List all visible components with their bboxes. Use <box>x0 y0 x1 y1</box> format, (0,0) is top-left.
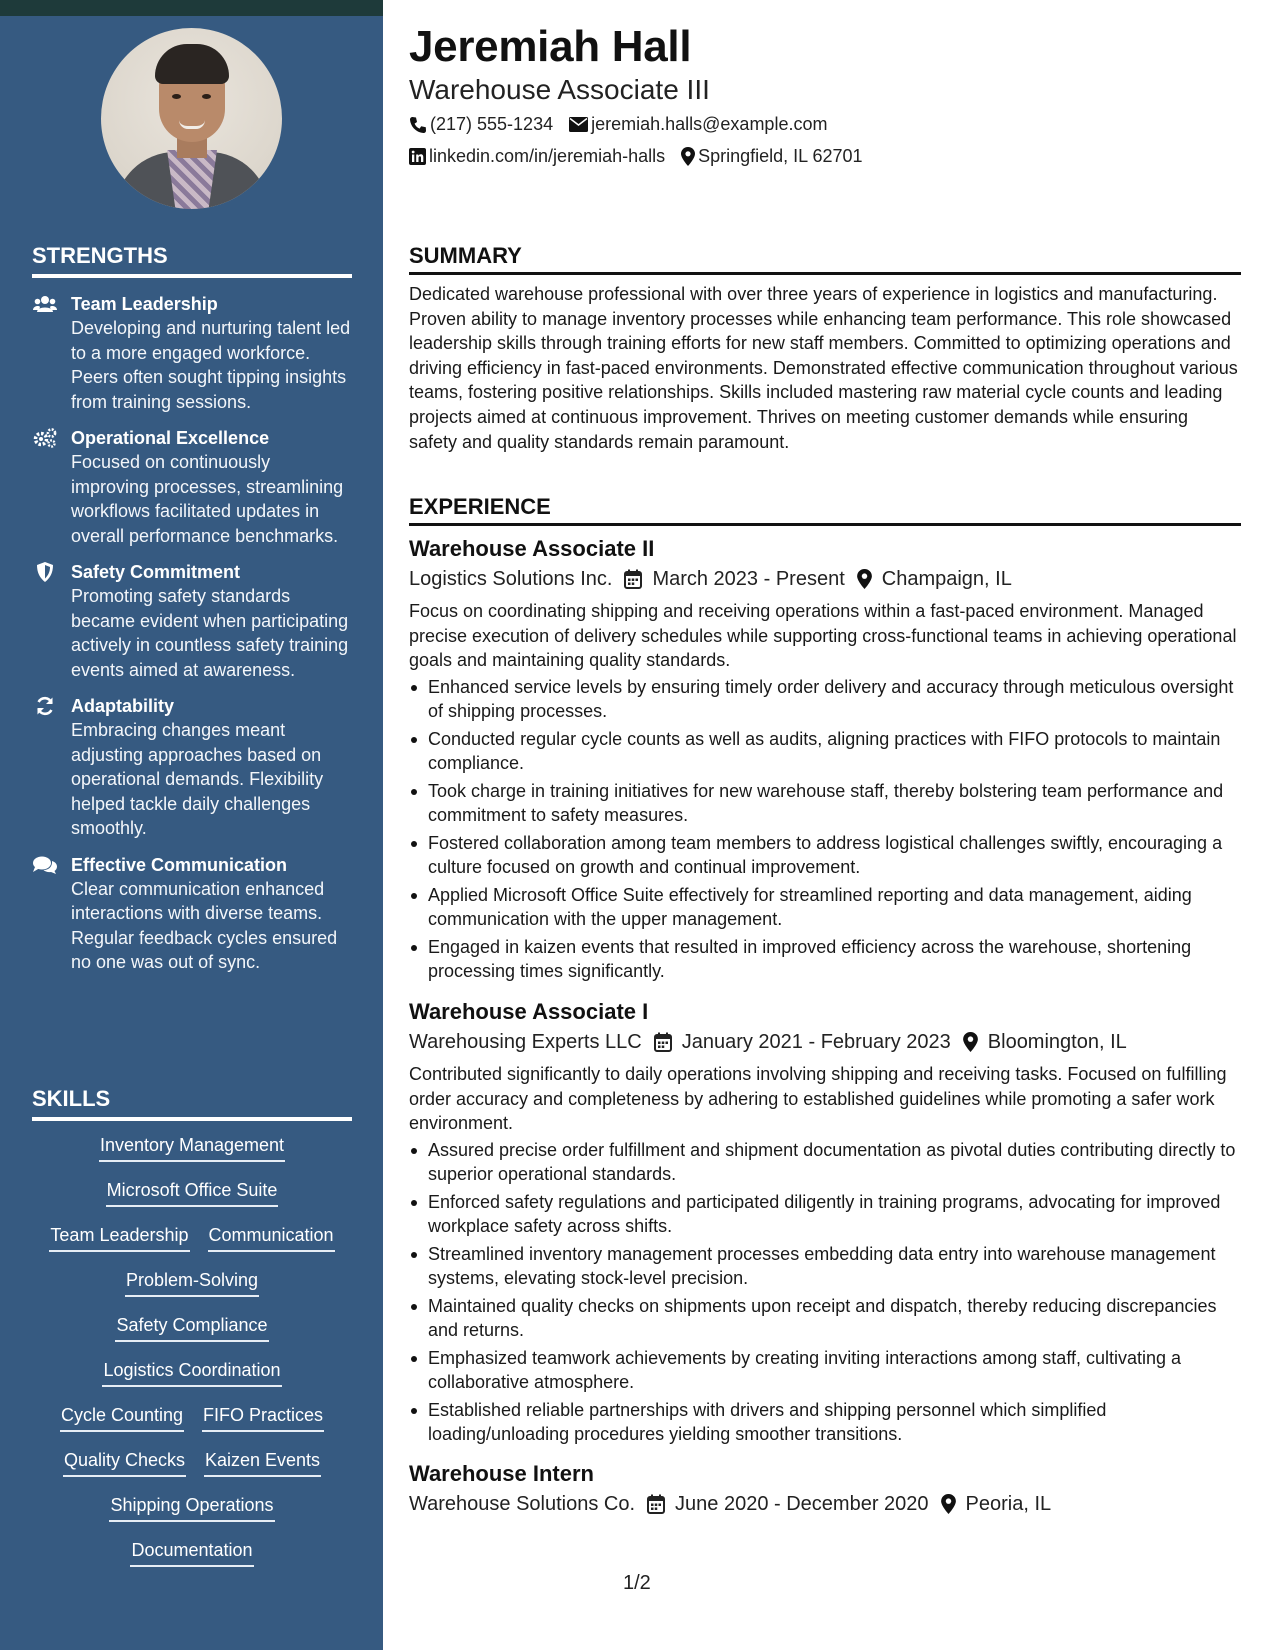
strengths-heading: STRENGTHS <box>32 243 352 278</box>
job-description: Contributed significantly to daily operations involving shipping and receiving tasks. Focused on fulfilling order accuracy and completeness by adhering to established guidelines while promoting a safer work environment. <box>409 1064 1227 1133</box>
contact-line-2 <box>409 146 863 167</box>
skill-tag: Kaizen Events <box>204 1448 321 1477</box>
job-bullet: Maintained quality checks on shipments upon receipt and dispatch, thereby reducing discrepancies and returns. <box>409 1294 1241 1343</box>
job-entry <box>409 998 1241 1450</box>
skill-row <box>32 1358 352 1403</box>
photo-shirt <box>167 150 217 209</box>
job-meta <box>409 1491 1241 1517</box>
summary-heading: SUMMARY <box>409 243 1241 275</box>
gears-icon <box>32 427 58 449</box>
location-contact <box>681 146 862 167</box>
job-meta <box>409 566 1241 592</box>
linkedin-icon <box>409 148 426 165</box>
strength-item <box>32 426 352 548</box>
profile-photo <box>101 28 282 209</box>
phone-contact[interactable] <box>409 114 553 135</box>
skill-tag: Microsoft Office Suite <box>106 1178 279 1207</box>
skill-row <box>32 1403 352 1448</box>
calendar-icon <box>654 1032 672 1052</box>
page-number: 1/2 <box>623 1572 651 1594</box>
skill-tag: Safety Compliance <box>115 1313 268 1342</box>
job-company: Logistics Solutions Inc. <box>409 568 613 590</box>
map-marker-icon <box>941 1494 956 1514</box>
job-bullets <box>409 675 1241 984</box>
job-bullet: Took charge in training initiatives for new warehouse staff, thereby bolstering team performance and commitment to safety measures. <box>409 779 1241 828</box>
skill-tag: Shipping Operations <box>109 1493 274 1522</box>
skill-tag: Quality Checks <box>63 1448 186 1477</box>
skill-tag: Communication <box>208 1223 335 1252</box>
skill-row <box>32 1313 352 1358</box>
skills-list <box>32 1133 352 1583</box>
summary-text: Dedicated warehouse professional with over three years of experience in logistics and manufacturing. Proven ability to manage inventory processes while enhancing team performance. This role showcased leadership skills through training efforts for new staff members. Committed to optimizing operations and driving efficiency in fast-paced environments. Demonstrated effective communication throughout various teams, fostering positive relationships. Skills included mastering raw material cycle counts and leading projects aimed at continuous improvement. Thrives on meeting customer demands while ensuring safety and quality standards remain paramount. <box>409 284 1238 452</box>
skill-row <box>32 1493 352 1538</box>
job-bullet: Emphasized teamwork achievements by creating inviting interactions among staff, cultivating a collaborative atmosphere. <box>409 1346 1241 1395</box>
skill-tag: Inventory Management <box>99 1133 285 1162</box>
job-bullet: Applied Microsoft Office Suite effectively for streamlined reporting and data management, aiding communication with the upper management. <box>409 883 1241 932</box>
strengths-section <box>32 243 352 975</box>
skill-row <box>32 1133 352 1178</box>
job-entry <box>409 1460 1241 1517</box>
experience-heading: EXPERIENCE <box>409 494 1241 526</box>
job-bullet: Conducted regular cycle counts as well as audits, aligning practices with FIFO protocols to maintain compliance. <box>409 727 1241 776</box>
sidebar <box>0 0 383 1650</box>
strength-title: Team Leadership <box>71 294 218 314</box>
shield-icon <box>32 561 58 583</box>
photo-eye-left <box>172 94 181 99</box>
skill-tag: Problem-Solving <box>125 1268 259 1297</box>
skills-section <box>32 1086 352 1583</box>
linkedin-contact[interactable] <box>409 146 665 167</box>
job-description: Focus on coordinating shipping and receiving operations within a fast-paced environment. Managed precise execution of delivery schedules while supporting cross-functional teams in achieving operational goals and maintaining quality standards. <box>409 601 1237 670</box>
strength-item <box>32 560 352 682</box>
job-role: Warehouse Associate II <box>409 536 655 561</box>
skill-row <box>32 1448 352 1493</box>
candidate-name: Jeremiah Hall <box>409 22 692 71</box>
map-marker-icon <box>857 569 872 589</box>
job-bullet: Fostered collaboration among team members to address logistical challenges swiftly, encouraging a culture focused on growth and continual improvement. <box>409 831 1241 880</box>
job-bullet: Enhanced service levels by ensuring timely order delivery and accuracy through meticulous oversight of shipping processes. <box>409 675 1241 724</box>
comments-icon <box>32 854 58 876</box>
calendar-icon <box>647 1494 665 1514</box>
skill-tag: Documentation <box>130 1538 253 1567</box>
skill-tag: Cycle Counting <box>60 1403 184 1432</box>
job-entry <box>409 535 1241 987</box>
envelope-icon <box>569 117 588 132</box>
job-dates: January 2021 - February 2023 <box>681 1031 951 1053</box>
photo-eye-right <box>202 94 211 99</box>
job-company: Warehousing Experts LLC <box>409 1031 642 1053</box>
strengths-list <box>32 292 352 975</box>
strength-title: Operational Excellence <box>71 428 270 448</box>
skill-tag: Logistics Coordination <box>102 1358 281 1387</box>
skill-row <box>32 1223 352 1268</box>
candidate-title: Warehouse Associate III <box>409 74 710 105</box>
location-text: Springfield, IL 62701 <box>698 146 863 166</box>
contact-line-1 <box>409 114 827 135</box>
sync-icon <box>32 695 58 717</box>
skill-row <box>32 1268 352 1313</box>
job-bullets <box>409 1138 1241 1447</box>
job-role: Warehouse Intern <box>409 1461 594 1486</box>
job-meta <box>409 1029 1241 1055</box>
linkedin-text: linkedin.com/in/jeremiah-halls <box>429 146 666 166</box>
job-bullet: Streamlined inventory management processes embedding data entry into warehouse management systems, elevating stock-level precision. <box>409 1242 1241 1291</box>
skill-tag: FIFO Practices <box>202 1403 324 1432</box>
job-bullet: Enforced safety regulations and participated diligently in training programs, advocating for improved workplace safety across shifts. <box>409 1190 1241 1239</box>
strength-desc: Focused on continuously improving processes, streamlining workflows facilitated updates in overall performance benchmarks. <box>71 452 344 546</box>
strength-desc: Developing and nurturing talent led to a more engaged workforce. Peers often sought tipping insights from training sessions. <box>71 318 351 412</box>
email-text: jeremiah.halls@example.com <box>591 114 828 134</box>
skill-tag: Team Leadership <box>49 1223 189 1252</box>
strength-desc: Embracing changes meant adjusting approaches based on operational demands. Flexibility helped tackle daily challenges smoothly. <box>71 720 324 838</box>
phone-icon <box>409 116 427 134</box>
job-bullet: Engaged in kaizen events that resulted in improved efficiency across the warehouse, shortening processing times significantly. <box>409 935 1241 984</box>
job-role: Warehouse Associate I <box>409 999 649 1024</box>
job-location: Bloomington, IL <box>987 1031 1127 1053</box>
job-location: Champaign, IL <box>881 568 1012 590</box>
skill-row <box>32 1538 352 1583</box>
job-dates: June 2020 - December 2020 <box>675 1493 929 1515</box>
job-location: Peoria, IL <box>965 1493 1052 1515</box>
phone-text: (217) 555-1234 <box>430 114 554 134</box>
job-bullet: Assured precise order fulfillment and shipment documentation as pivotal duties contributing directly to superior operational standards. <box>409 1138 1241 1187</box>
strength-desc: Promoting safety standards became evident when participating actively in countless safety training events aimed at awareness. <box>71 586 349 680</box>
job-company: Warehouse Solutions Co. <box>409 1493 636 1515</box>
skill-row <box>32 1178 352 1223</box>
map-marker-icon <box>681 147 695 166</box>
calendar-icon <box>624 569 642 589</box>
map-marker-icon <box>963 1032 978 1052</box>
photo-hair <box>155 44 229 84</box>
strength-title: Safety Commitment <box>71 562 241 582</box>
users-icon <box>32 293 58 315</box>
strength-title: Effective Communication <box>71 854 288 875</box>
strength-item <box>32 292 352 414</box>
strength-title: Adaptability <box>71 696 175 716</box>
strength-item <box>32 853 352 975</box>
sidebar-top-bar <box>0 0 383 16</box>
strength-item <box>32 694 352 841</box>
skills-heading: SKILLS <box>32 1086 352 1121</box>
job-dates: March 2023 - Present <box>652 568 845 590</box>
email-contact[interactable] <box>569 114 827 135</box>
strength-desc: Clear communication enhanced interactions with diverse teams. Regular feedback cycles ensured no one was out of sync. <box>71 878 338 972</box>
job-bullet: Established reliable partnerships with drivers and shipping personnel which simplified loading/unloading procedures yielding smoother transitions. <box>409 1398 1241 1447</box>
